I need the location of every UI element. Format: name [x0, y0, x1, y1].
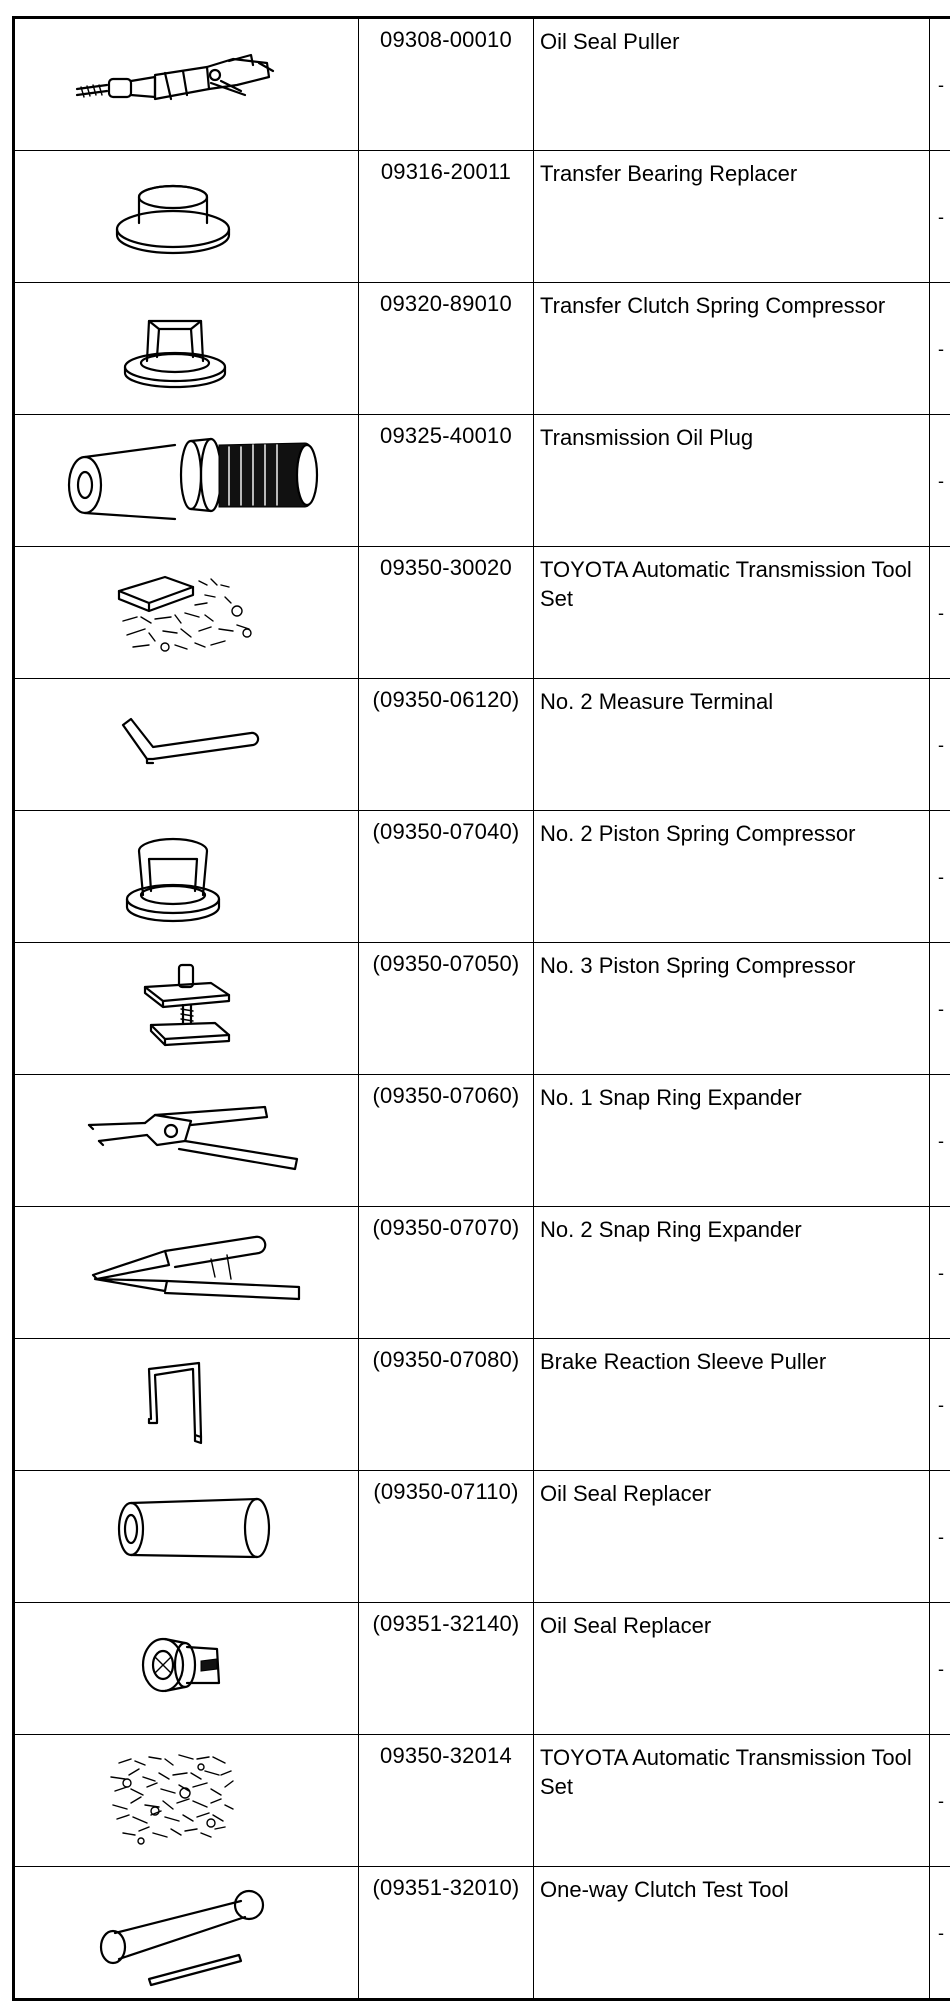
remark-cell	[930, 1207, 950, 1339]
table-row	[14, 283, 950, 415]
table-row	[14, 415, 950, 547]
part-number: (09351-32010)	[359, 1867, 534, 2000]
tool-name: TOYOTA Automatic Transmission Tool Set	[534, 1735, 930, 1867]
tool-name: Transmission Oil Plug	[534, 415, 930, 547]
tool-name: Oil Seal Puller	[534, 18, 930, 151]
tool-name: Transfer Bearing Replacer	[534, 151, 930, 283]
tool-set-icon	[15, 547, 358, 670]
part-number: 09308-00010	[359, 18, 534, 151]
remark-cell	[930, 415, 950, 547]
illustration-cell	[14, 1075, 359, 1207]
remark-cell	[930, 1075, 950, 1207]
table-row	[14, 1471, 950, 1603]
oil-seal-puller-icon	[15, 19, 358, 142]
tool-set-parts-icon	[15, 1735, 358, 1858]
remark-dash: -	[938, 1527, 944, 1548]
illustration-cell	[14, 1603, 359, 1735]
remark-cell	[930, 943, 950, 1075]
special-service-tools-sheet	[12, 16, 938, 1876]
clutch-test-tool-icon	[15, 1867, 358, 1990]
table-row	[14, 1339, 950, 1471]
plate-compressor-icon	[15, 943, 358, 1066]
remark-cell	[930, 18, 950, 151]
table-row	[14, 1075, 950, 1207]
table-row	[14, 18, 950, 151]
part-number: (09350-07080)	[359, 1339, 534, 1471]
table-row	[14, 547, 950, 679]
sleeve-puller-icon	[15, 1339, 358, 1462]
part-number: (09350-06120)	[359, 679, 534, 811]
remark-dash: -	[938, 1131, 944, 1152]
illustration-cell	[14, 1735, 359, 1867]
illustration-cell	[14, 1207, 359, 1339]
remark-cell	[930, 1603, 950, 1735]
part-number: 09320-89010	[359, 283, 534, 415]
bearing-replacer-icon	[15, 151, 358, 274]
tool-name: One-way Clutch Test Tool	[534, 1867, 930, 2000]
part-number: (09350-07110)	[359, 1471, 534, 1603]
table-row	[14, 943, 950, 1075]
remark-cell	[930, 283, 950, 415]
table-row	[14, 1867, 950, 2000]
remark-cell	[930, 679, 950, 811]
remark-dash: -	[938, 1395, 944, 1416]
remark-dash: -	[938, 603, 944, 624]
illustration-cell	[14, 679, 359, 811]
stepped-replacer-icon	[15, 1603, 358, 1726]
illustration-cell	[14, 1471, 359, 1603]
cylinder-replacer-icon	[15, 1471, 358, 1594]
snap-ring-expander-icon	[15, 1075, 358, 1198]
remark-dash: -	[938, 207, 944, 228]
pliers-icon	[15, 1207, 358, 1330]
part-number: 09350-32014	[359, 1735, 534, 1867]
table-row	[14, 1207, 950, 1339]
remark-dash: -	[938, 867, 944, 888]
remark-cell	[930, 1339, 950, 1471]
remark-dash: -	[938, 75, 944, 96]
part-number: 09325-40010	[359, 415, 534, 547]
illustration-cell	[14, 811, 359, 943]
spring-compressor-icon	[15, 283, 358, 406]
tool-name: No. 2 Piston Spring Compressor	[534, 811, 930, 943]
illustration-cell	[14, 151, 359, 283]
illustration-cell	[14, 547, 359, 679]
illustration-cell	[14, 18, 359, 151]
tools-table	[12, 16, 950, 2001]
tool-name: TOYOTA Automatic Transmission Tool Set	[534, 547, 930, 679]
remark-dash: -	[938, 1923, 944, 1944]
tool-name: Transfer Clutch Spring Compressor	[534, 283, 930, 415]
part-number: (09350-07040)	[359, 811, 534, 943]
tool-name: Oil Seal Replacer	[534, 1603, 930, 1735]
remark-dash: -	[938, 471, 944, 492]
illustration-cell	[14, 943, 359, 1075]
remark-dash: -	[938, 735, 944, 756]
part-number: (09350-07070)	[359, 1207, 534, 1339]
part-number: (09350-07060)	[359, 1075, 534, 1207]
remark-cell	[930, 811, 950, 943]
oil-plug-icon	[15, 415, 358, 538]
tool-name: Brake Reaction Sleeve Puller	[534, 1339, 930, 1471]
tool-name: Oil Seal Replacer	[534, 1471, 930, 1603]
tool-name: No. 1 Snap Ring Expander	[534, 1075, 930, 1207]
tool-name: No. 3 Piston Spring Compressor	[534, 943, 930, 1075]
illustration-cell	[14, 1867, 359, 2000]
remark-cell	[930, 547, 950, 679]
part-number: 09350-30020	[359, 547, 534, 679]
part-number: (09351-32140)	[359, 1603, 534, 1735]
illustration-cell	[14, 283, 359, 415]
illustration-cell	[14, 1339, 359, 1471]
table-row	[14, 151, 950, 283]
remark-dash: -	[938, 999, 944, 1020]
remark-cell	[930, 1735, 950, 1867]
remark-cell	[930, 151, 950, 283]
illustration-cell	[14, 415, 359, 547]
piston-spring-compressor-icon	[15, 811, 358, 934]
remark-dash: -	[938, 339, 944, 360]
part-number: (09350-07050)	[359, 943, 534, 1075]
tool-name: No. 2 Measure Terminal	[534, 679, 930, 811]
tool-name: No. 2 Snap Ring Expander	[534, 1207, 930, 1339]
remark-dash: -	[938, 1263, 944, 1284]
table-row	[14, 811, 950, 943]
remark-cell	[930, 1471, 950, 1603]
part-number: 09316-20011	[359, 151, 534, 283]
remark-cell	[930, 1867, 950, 2000]
table-row	[14, 1603, 950, 1735]
remark-dash: -	[938, 1791, 944, 1812]
remark-dash: -	[938, 1659, 944, 1680]
table-row	[14, 679, 950, 811]
measure-terminal-icon	[15, 679, 358, 802]
table-row	[14, 1735, 950, 1867]
